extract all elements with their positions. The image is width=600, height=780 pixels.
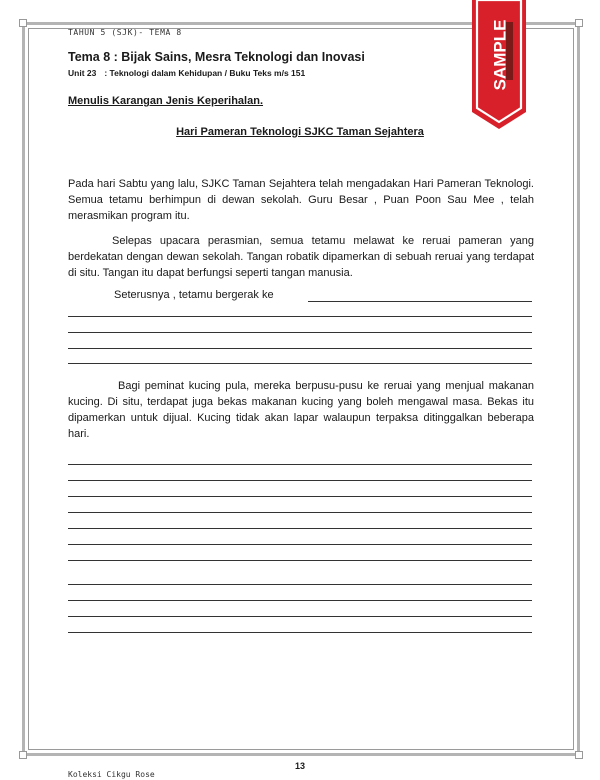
writing-line[interactable] [68,348,532,349]
writing-line[interactable] [68,632,532,633]
section-heading: Menulis Karangan Jenis Keperihalan. [68,95,264,107]
writing-line[interactable] [68,480,532,481]
writing-line[interactable] [68,560,532,561]
writing-line[interactable] [68,316,532,317]
tema-title: Tema 8 : Bijak Sains, Mesra Teknologi dan Inovasi [68,50,365,64]
writing-line[interactable] [68,496,532,497]
paragraph-2: Selepas upacara perasmian, semua tetamu melawat ke reruai pameran yang berdekatan dengan dewan sekolah. Tangan robatik dipamerkan di sebuah reruai yang terdapat di situ. Tangan itu dapat berfungsi seperti tangan manusia. [68,235,534,279]
writing-line[interactable] [68,512,532,513]
writing-line[interactable] [68,544,532,545]
frame-corner-ornament [19,751,27,759]
stamp-text: SAMPLE [490,19,510,91]
essay-title: Hari Pameran Teknologi SJKC Taman Sejahtera [176,126,424,138]
writing-line[interactable] [68,528,532,529]
unit-label: Unit 23 [68,68,97,78]
unit-line [68,68,313,78]
frame-corner-ornament [19,19,27,27]
page-number: 13 [294,761,305,771]
writing-line[interactable] [68,616,532,617]
footer-credit: Koleksi Cikgu Rose [68,770,155,779]
writing-line[interactable] [68,584,532,585]
frame-corner-ornament [575,19,583,27]
writing-line[interactable] [68,600,532,601]
writing-line[interactable] [68,363,532,364]
paragraph-3: Bagi peminat kucing pula, mereka berpusu-pusu ke reruai yang menjual makanan kucing. Di situ, terdapat juga bekas makanan kucing yang boleh mengawal masa. Bekas itu dipamerkan untuk dijual. Kucing tidak akan lapar walaupun terpaksa ditinggalkan beberapa hari. [68,380,534,440]
frame-corner-ornament [575,751,583,759]
writing-line[interactable] [308,301,532,302]
writing-line[interactable] [68,332,532,333]
writing-prompt: Seterusnya , tetamu bergerak ke [114,289,274,301]
unit-text: : Teknologi dalam Kehidupan / Buku Teks m/s 151 [104,68,306,78]
header-note: TAHUN 5 (SJK)- TEMA 8 [68,28,182,37]
paragraph-1: Pada hari Sabtu yang lalu, SJKC Taman Sejahtera telah mengadakan Hari Pameran Teknologi. Semua tetamu berhimpun di dewan sekolah. Guru Besar , Puan Poon Sau Mee , telah merasmikan program itu. [68,178,534,222]
writing-line[interactable] [68,464,532,465]
sample-stamp [470,0,528,130]
